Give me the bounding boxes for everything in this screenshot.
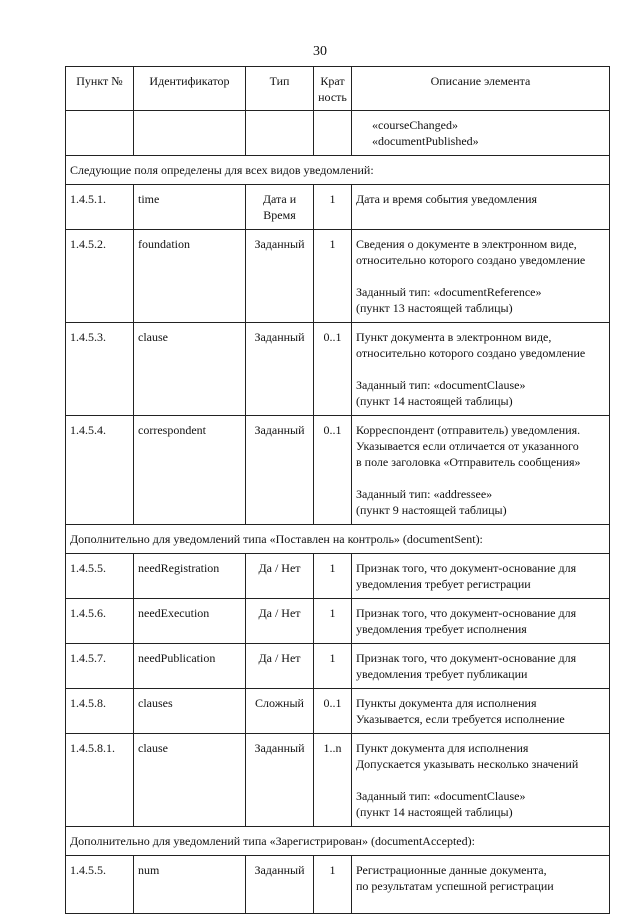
table-row — [66, 111, 610, 156]
header-description: Описание элемента — [352, 67, 610, 111]
table-row: 1.4.5.7. needPublication Да / Нет 1 Признак того, что документ-основание для уведомления требует публикации — [66, 644, 610, 689]
table-row: 1.4.5.8. clauses Сложный 0..1 Пункты документа для исполнения Указывается, если требуется исполнение — [66, 689, 610, 734]
page-number: 30 — [313, 44, 327, 59]
table-row: 1.4.5.5. num Заданный 1 Регистрационные данные документа, по результатам успешной регистрации — [66, 856, 610, 914]
header-item: Пункт № — [66, 67, 134, 111]
section-heading-row — [66, 525, 610, 554]
section-heading: Дополнительно для уведомлений типа «Поставлен на контроль» (documentSent): — [66, 525, 610, 554]
table-row: 1.4.5.3. clause Заданный 0..1 Пункт документа в электронном виде, относительно которого создано уведомление Заданный тип: «documentClause» (пункт 14 настоящей таблицы) — [66, 323, 610, 416]
section-heading: Дополнительно для уведомлений типа «Зарегистрирован» (documentAccepted): — [66, 827, 610, 856]
section-heading-row — [66, 156, 610, 185]
header-multiplicity — [314, 67, 352, 111]
description-cell: «courseChanged» «documentPublished» — [352, 111, 610, 156]
header-mult-line1: Крат — [320, 74, 345, 88]
header-identifier: Идентификатор — [134, 67, 246, 111]
table-row: 1.4.5.4. correspondent Заданный 0..1 Корреспондент (отправитель) уведомления. Указывается если отличается от указанного в поле заголовка «Отправитель сообщения» Заданный тип: «addressee» (пункт 9 настоящей таблицы) — [66, 416, 610, 525]
section-heading-row — [66, 827, 610, 856]
specification-table — [65, 66, 610, 914]
section-heading: Следующие поля определены для всех видов уведомлений: — [66, 156, 610, 185]
table-row: 1.4.5.8.1. clause Заданный 1..n Пункт документа для исполнения Допускается указывать несколько значений Заданный тип: «documentClause» (пункт 14 настоящей таблицы) — [66, 734, 610, 827]
header-type: Тип — [246, 67, 314, 111]
header-row — [66, 67, 610, 111]
table-row: 1.4.5.1. time Дата и Время 1 Дата и время события уведомления — [66, 185, 610, 230]
table-row: 1.4.5.6. needExecution Да / Нет 1 Признак того, что документ-основание для уведомления требует исполнения — [66, 599, 610, 644]
header-mult-line2: ность — [318, 90, 347, 104]
table-row: 1.4.5.5. needRegistration Да / Нет 1 Признак того, что документ-основание для уведомления требует регистрации — [66, 554, 610, 599]
table-row: 1.4.5.2. foundation Заданный 1 Сведения о документе в электронном виде, относительно которого создано уведомление Заданный тип: «documentReference» (пункт 13 настоящей таблицы) — [66, 230, 610, 323]
